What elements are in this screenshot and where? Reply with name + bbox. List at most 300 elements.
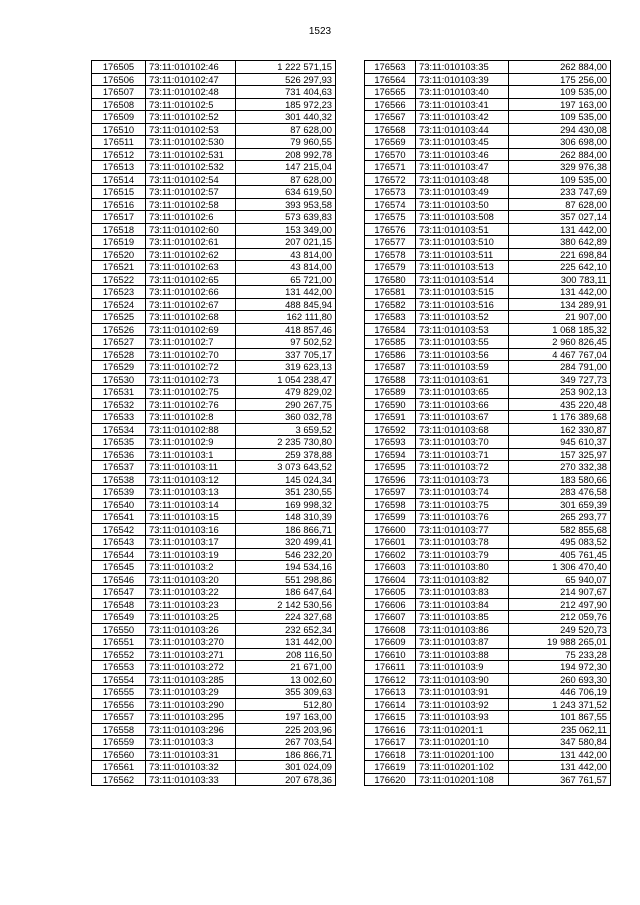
cadastral-number-cell: 73:11:010103:2 [146,561,236,574]
value-cell: 145 024,34 [236,473,336,486]
cadastral-number-cell: 73:11:010103:68 [416,423,509,436]
table-row [365,548,611,561]
value-cell: 300 783,11 [509,273,611,286]
cadastral-number-cell: 73:11:010102:46 [146,61,236,74]
cadastral-number-cell: 73:11:010103:44 [416,123,509,136]
value-cell: 43 814,00 [236,248,336,261]
cadastral-number-cell: 73:11:010201:10 [416,736,509,749]
value-cell: 147 215,04 [236,161,336,174]
row-number-cell: 176582 [365,298,416,311]
cadastral-number-cell: 73:11:010201:1 [416,723,509,736]
table-row [92,436,336,449]
table-row [92,361,336,374]
cadastral-number-cell: 73:11:010103:90 [416,673,509,686]
cadastral-number-cell: 73:11:010103:290 [146,698,236,711]
row-number-cell: 176516 [92,198,146,211]
row-number-cell: 176553 [92,661,146,674]
value-cell: 221 698,84 [509,248,611,261]
table-row [92,86,336,99]
cadastral-number-cell: 73:11:010103:39 [416,73,509,86]
cadastral-number-cell: 73:11:010103:515 [416,286,509,299]
table-row [365,573,611,586]
cadastral-number-cell: 73:11:010103:295 [146,711,236,724]
row-number-cell: 176513 [92,161,146,174]
table-row [365,173,611,186]
cadastral-number-cell: 73:11:010103:32 [146,761,236,774]
value-cell: 367 761,57 [509,773,611,786]
value-cell: 43 814,00 [236,261,336,274]
value-cell: 225 642,10 [509,261,611,274]
cadastral-number-cell: 73:11:010102:5 [146,98,236,111]
row-number-cell: 176611 [365,661,416,674]
row-number-cell: 176540 [92,498,146,511]
cadastral-number-cell: 73:11:010103:20 [146,573,236,586]
table-row [92,236,336,249]
cadastral-number-cell: 73:11:010103:15 [146,511,236,524]
value-cell: 109 535,00 [509,173,611,186]
table-row [92,661,336,674]
table-row [92,98,336,111]
row-number-cell: 176603 [365,561,416,574]
cadastral-number-cell: 73:11:010103:14 [146,498,236,511]
value-cell: 13 002,60 [236,673,336,686]
row-number-cell: 176570 [365,148,416,161]
value-cell: 1 243 371,52 [509,698,611,711]
cadastral-number-cell: 73:11:010103:52 [416,311,509,324]
table-row [365,248,611,261]
row-number-cell: 176541 [92,511,146,524]
cadastral-number-cell: 73:11:010103:92 [416,698,509,711]
table-row [92,73,336,86]
value-cell: 446 706,19 [509,686,611,699]
row-number-cell: 176539 [92,486,146,499]
value-cell: 131 442,00 [236,286,336,299]
table-row [365,698,611,711]
cadastral-number-cell: 73:11:010103:510 [416,236,509,249]
value-cell: 357 027,14 [509,211,611,224]
value-cell: 360 032,78 [236,411,336,424]
value-cell: 224 327,68 [236,611,336,624]
value-cell: 479 829,02 [236,386,336,399]
cadastral-number-cell: 73:11:010103:78 [416,536,509,549]
value-cell: 194 534,16 [236,561,336,574]
table-row [365,223,611,236]
table-row [92,173,336,186]
cadastral-number-cell: 73:11:010103:23 [146,598,236,611]
cadastral-number-cell: 73:11:010103:516 [416,298,509,311]
row-number-cell: 176578 [365,248,416,261]
table-row [365,648,611,661]
row-number-cell: 176592 [365,423,416,436]
row-number-cell: 176594 [365,448,416,461]
table-row [92,598,336,611]
value-cell: 153 349,00 [236,223,336,236]
row-number-cell: 176545 [92,561,146,574]
row-number-cell: 176580 [365,273,416,286]
row-number-cell: 176544 [92,548,146,561]
table-row [92,486,336,499]
cadastral-number-cell: 73:11:010102:58 [146,198,236,211]
row-number-cell: 176569 [365,136,416,149]
table-row [92,561,336,574]
row-number-cell: 176564 [365,73,416,86]
cadastral-number-cell: 73:11:010103:73 [416,473,509,486]
cadastral-number-cell: 73:11:010103:17 [146,536,236,549]
table-row [92,748,336,761]
value-cell: 2 142 530,56 [236,598,336,611]
row-number-cell: 176572 [365,173,416,186]
value-cell: 3 073 643,52 [236,461,336,474]
table-row [92,348,336,361]
table-row [92,461,336,474]
cadastral-number-cell: 73:11:010102:72 [146,361,236,374]
cadastral-number-cell: 73:11:010103:511 [416,248,509,261]
table-row [92,548,336,561]
table-row [365,498,611,511]
value-cell: 329 976,38 [509,161,611,174]
row-number-cell: 176593 [365,436,416,449]
value-cell: 260 693,30 [509,673,611,686]
row-number-cell: 176615 [365,711,416,724]
table-row [92,773,336,786]
table-row [365,686,611,699]
cadastral-number-cell: 73:11:010103:19 [146,548,236,561]
table-row [365,623,611,636]
table-row [92,123,336,136]
cadastral-number-cell: 73:11:010103:513 [416,261,509,274]
value-cell: 109 535,00 [509,111,611,124]
cadastral-number-cell: 73:11:010102:65 [146,273,236,286]
table-row [92,686,336,699]
table-row [92,736,336,749]
value-cell: 495 083,52 [509,536,611,549]
value-cell: 551 298,86 [236,573,336,586]
table-row [92,498,336,511]
row-number-cell: 176551 [92,636,146,649]
value-cell: 284 791,00 [509,361,611,374]
value-cell: 253 902,13 [509,386,611,399]
row-number-cell: 176549 [92,611,146,624]
value-cell: 573 639,83 [236,211,336,224]
cadastral-number-cell: 73:11:010102:7 [146,336,236,349]
value-cell: 134 289,91 [509,298,611,311]
row-number-cell: 176532 [92,398,146,411]
table-row [365,136,611,149]
cadastral-number-cell: 73:11:010201:108 [416,773,509,786]
value-cell: 262 884,00 [509,148,611,161]
row-number-cell: 176525 [92,311,146,324]
value-cell: 214 907,67 [509,586,611,599]
value-cell: 21 907,00 [509,311,611,324]
value-cell: 212 059,76 [509,611,611,624]
cadastral-number-cell: 73:11:010201:100 [416,748,509,761]
cadastral-number-cell: 73:11:010201:102 [416,761,509,774]
table-row [92,523,336,536]
table-row [365,523,611,536]
row-number-cell: 176604 [365,573,416,586]
value-cell: 265 293,77 [509,511,611,524]
row-number-cell: 176598 [365,498,416,511]
table-row [92,136,336,149]
value-cell: 267 703,54 [236,736,336,749]
cadastral-number-cell: 73:11:010102:75 [146,386,236,399]
row-number-cell: 176616 [365,723,416,736]
cadastral-number-cell: 73:11:010103:88 [416,648,509,661]
value-cell: 380 642,89 [509,236,611,249]
table-row [365,461,611,474]
row-number-cell: 176542 [92,523,146,536]
row-number-cell: 176613 [365,686,416,699]
cadastral-number-cell: 73:11:010103:76 [416,511,509,524]
cadastral-number-cell: 73:11:010103:46 [416,148,509,161]
row-number-cell: 176575 [365,211,416,224]
cadastral-number-cell: 73:11:010102:530 [146,136,236,149]
cadastral-number-cell: 73:11:010102:60 [146,223,236,236]
cadastral-number-cell: 73:11:010103:33 [146,773,236,786]
cadastral-number-cell: 73:11:010103:83 [416,586,509,599]
cadastral-number-cell: 73:11:010103:31 [146,748,236,761]
cadastral-number-cell: 73:11:010103:79 [416,548,509,561]
value-cell: 208 116,50 [236,648,336,661]
table-row [92,373,336,386]
row-number-cell: 176534 [92,423,146,436]
row-number-cell: 176584 [365,323,416,336]
table-row [365,348,611,361]
value-cell: 186 647,64 [236,586,336,599]
cadastral-number-cell: 73:11:010103:51 [416,223,509,236]
cadastral-number-cell: 73:11:010103:12 [146,473,236,486]
row-number-cell: 176571 [365,161,416,174]
row-number-cell: 176550 [92,623,146,636]
table-row [365,411,611,424]
row-number-cell: 176559 [92,736,146,749]
cadastral-number-cell: 73:11:010103:40 [416,86,509,99]
value-cell: 418 857,46 [236,323,336,336]
row-number-cell: 176522 [92,273,146,286]
value-cell: 337 705,17 [236,348,336,361]
table-row [92,698,336,711]
value-cell: 186 866,71 [236,523,336,536]
table-row [365,61,611,74]
cadastral-number-cell: 73:11:010103:93 [416,711,509,724]
cadastral-number-cell: 73:11:010103:508 [416,211,509,224]
row-number-cell: 176555 [92,686,146,699]
row-number-cell: 176579 [365,261,416,274]
row-number-cell: 176507 [92,86,146,99]
cadastral-number-cell: 73:11:010103:271 [146,648,236,661]
table-row [365,386,611,399]
table-row [92,423,336,436]
row-number-cell: 176567 [365,111,416,124]
row-number-cell: 176518 [92,223,146,236]
value-cell: 301 024,09 [236,761,336,774]
value-cell: 183 580,66 [509,473,611,486]
cadastral-number-cell: 73:11:010103:84 [416,598,509,611]
value-cell: 351 230,55 [236,486,336,499]
table-row [92,148,336,161]
row-number-cell: 176556 [92,698,146,711]
cadastral-number-cell: 73:11:010102:66 [146,286,236,299]
row-number-cell: 176526 [92,323,146,336]
row-number-cell: 176543 [92,536,146,549]
row-number-cell: 176565 [365,86,416,99]
row-number-cell: 176568 [365,123,416,136]
value-cell: 526 297,93 [236,73,336,86]
cadastral-number-cell: 73:11:010102:68 [146,311,236,324]
row-number-cell: 176519 [92,236,146,249]
cadastral-number-cell: 73:11:010103:272 [146,661,236,674]
table-row [92,311,336,324]
table-row [365,448,611,461]
row-number-cell: 176536 [92,448,146,461]
table-row [365,398,611,411]
row-number-cell: 176562 [92,773,146,786]
value-cell: 294 430,08 [509,123,611,136]
value-cell: 4 467 767,04 [509,348,611,361]
row-number-cell: 176588 [365,373,416,386]
table-row [92,573,336,586]
value-cell: 512,80 [236,698,336,711]
table-row [92,411,336,424]
value-cell: 232 652,34 [236,623,336,636]
table-row [365,436,611,449]
table-row [365,511,611,524]
value-cell: 1 306 470,40 [509,561,611,574]
value-cell: 283 476,58 [509,486,611,499]
row-number-cell: 176506 [92,73,146,86]
cadastral-number-cell: 73:11:010103:74 [416,486,509,499]
table-row [365,373,611,386]
table-row [365,748,611,761]
row-number-cell: 176511 [92,136,146,149]
value-cell: 75 233,28 [509,648,611,661]
value-cell: 634 619,50 [236,186,336,199]
value-cell: 731 404,63 [236,86,336,99]
cadastral-number-cell: 73:11:010102:532 [146,161,236,174]
value-cell: 2 235 730,80 [236,436,336,449]
row-number-cell: 176619 [365,761,416,774]
value-cell: 249 520,73 [509,623,611,636]
row-number-cell: 176524 [92,298,146,311]
row-number-cell: 176620 [365,773,416,786]
row-number-cell: 176596 [365,473,416,486]
cadastral-number-cell: 73:11:010103:16 [146,523,236,536]
table-row [365,486,611,499]
value-cell: 207 021,15 [236,236,336,249]
cadastral-number-cell: 73:11:010103:47 [416,161,509,174]
table-row [365,711,611,724]
table-row [92,673,336,686]
value-cell: 319 623,13 [236,361,336,374]
table-row [92,223,336,236]
table-row [92,211,336,224]
table-row [365,673,611,686]
value-cell: 109 535,00 [509,86,611,99]
cadastral-number-cell: 73:11:010103:87 [416,636,509,649]
table-row [365,336,611,349]
table-row [92,248,336,261]
value-cell: 131 442,00 [509,761,611,774]
cadastral-number-cell: 73:11:010103:514 [416,273,509,286]
row-number-cell: 176577 [365,236,416,249]
table-row [92,611,336,624]
row-number-cell: 176602 [365,548,416,561]
row-number-cell: 176618 [365,748,416,761]
row-number-cell: 176557 [92,711,146,724]
row-number-cell: 176587 [365,361,416,374]
cadastral-number-cell: 73:11:010103:22 [146,586,236,599]
cadastral-number-cell: 73:11:010102:73 [146,373,236,386]
value-cell: 262 884,00 [509,61,611,74]
cadastral-number-cell: 73:11:010103:42 [416,111,509,124]
value-cell: 582 855,68 [509,523,611,536]
value-cell: 131 442,00 [509,748,611,761]
value-cell: 435 220,48 [509,398,611,411]
row-number-cell: 176599 [365,511,416,524]
table-row [365,636,611,649]
row-number-cell: 176538 [92,473,146,486]
value-cell: 405 761,45 [509,548,611,561]
table-row [92,273,336,286]
table-row [365,211,611,224]
table-row [365,423,611,436]
row-number-cell: 176583 [365,311,416,324]
row-number-cell: 176520 [92,248,146,261]
cadastral-number-cell: 73:11:010102:47 [146,73,236,86]
value-cell: 355 309,63 [236,686,336,699]
value-cell: 290 267,75 [236,398,336,411]
table-row [92,386,336,399]
table-row [365,598,611,611]
value-cell: 175 256,00 [509,73,611,86]
value-cell: 197 163,00 [509,98,611,111]
row-number-cell: 176610 [365,648,416,661]
cadastral-number-cell: 73:11:010103:85 [416,611,509,624]
value-cell: 208 992,78 [236,148,336,161]
value-cell: 945 610,37 [509,436,611,449]
value-cell: 1 068 185,32 [509,323,611,336]
value-cell: 157 325,97 [509,448,611,461]
value-cell: 259 378,88 [236,448,336,461]
cadastral-number-cell: 73:11:010103:3 [146,736,236,749]
cadastral-number-cell: 73:11:010103:41 [416,98,509,111]
row-number-cell: 176581 [365,286,416,299]
table-row [365,586,611,599]
table-row [365,286,611,299]
cadastral-number-cell: 73:11:010103:91 [416,686,509,699]
value-cell: 212 497,90 [509,598,611,611]
row-number-cell: 176521 [92,261,146,274]
table-row [365,361,611,374]
table-row [365,98,611,111]
value-cell: 235 062,11 [509,723,611,736]
table-row [365,298,611,311]
cadastral-number-cell: 73:11:010102:70 [146,348,236,361]
row-number-cell: 176574 [365,198,416,211]
table-row [92,286,336,299]
row-number-cell: 176517 [92,211,146,224]
cadastral-number-cell: 73:11:010102:9 [146,436,236,449]
cadastral-number-cell: 73:11:010102:6 [146,211,236,224]
table-row [365,561,611,574]
row-number-cell: 176558 [92,723,146,736]
row-number-cell: 176512 [92,148,146,161]
value-cell: 1 176 389,68 [509,411,611,424]
value-cell: 347 580,84 [509,736,611,749]
row-number-cell: 176561 [92,761,146,774]
table-row [92,586,336,599]
row-number-cell: 176533 [92,411,146,424]
